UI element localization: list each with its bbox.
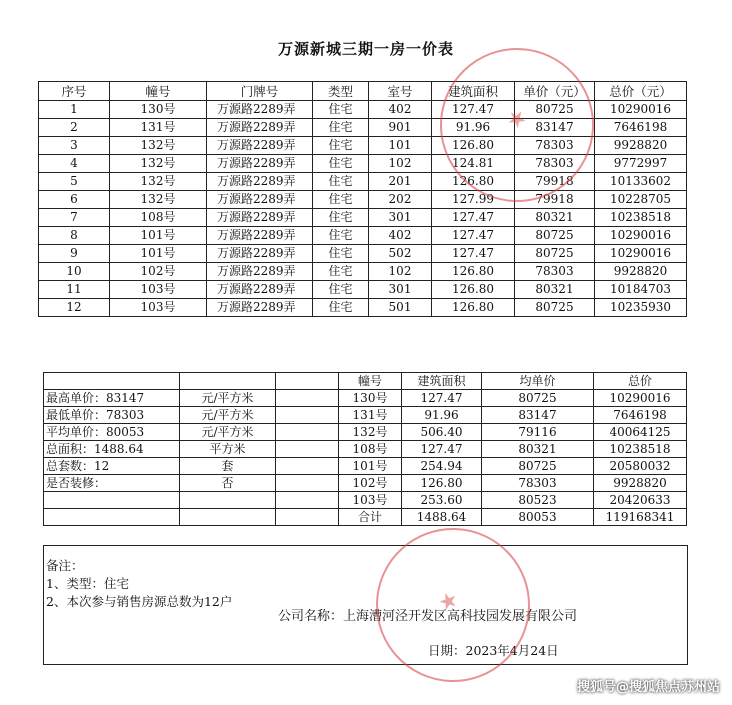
summary-cell: 130号 [339,390,402,407]
summary-label: 平均单价：80053 [44,424,180,441]
summary-unit: 套 [180,458,276,475]
table-cell: 79918 [515,173,595,191]
summary-header: 均单价 [482,373,594,390]
table-cell: 126.80 [432,137,515,155]
table-cell: 301 [369,209,432,227]
table-cell: 万源路2289弄 [207,245,313,263]
table-cell: 万源路2289弄 [207,173,313,191]
note-line-2: 2、本次参与销售房源总数为12户 [46,594,233,609]
table-cell: 502 [369,245,432,263]
table-cell: 万源路2289弄 [207,281,313,299]
table-cell: 8 [39,227,110,245]
notes-heading: 备注： [46,558,84,573]
table-cell: 201 [369,173,432,191]
summary-cell: 102号 [339,475,402,492]
table-cell: 住宅 [313,191,369,209]
table-row [39,137,687,155]
summary-spacer [276,509,339,526]
price-table [38,81,687,317]
summary-cell: 91.96 [402,407,482,424]
summary-cell: 126.80 [402,475,482,492]
table-cell: 202 [369,191,432,209]
column-header: 总价（元） [595,82,687,101]
notes-box [43,545,688,665]
summary-label [44,492,180,509]
summary-cell: 80725 [482,458,594,475]
table-cell: 126.80 [432,173,515,191]
table-cell: 124.81 [432,155,515,173]
summary-spacer [276,492,339,509]
table-cell: 9 [39,245,110,263]
table-cell: 127.47 [432,227,515,245]
page-title: 万源新城三期一房一价表 [277,40,454,58]
table-cell: 80725 [515,227,595,245]
table-cell: 301 [369,281,432,299]
summary-cell: 10290016 [594,390,687,407]
table-cell: 132号 [110,155,207,173]
table-cell: 78303 [515,155,595,173]
table-cell: 万源路2289弄 [207,155,313,173]
column-header: 类型 [313,82,369,101]
table-cell: 83147 [515,119,595,137]
summary-cell: 101号 [339,458,402,475]
table-cell: 6 [39,191,110,209]
table-cell: 102号 [110,263,207,281]
company-name: 公司名称：上海漕河泾开发区高科技园发展有限公司 [278,609,578,624]
table-cell: 80725 [515,245,595,263]
summary-cell: 119168341 [594,509,687,526]
table-cell: 101号 [110,227,207,245]
summary-spacer [276,373,339,390]
summary-cell: 83147 [482,407,594,424]
summary-cell: 9928820 [594,475,687,492]
table-cell: 91.96 [432,119,515,137]
table-cell: 126.80 [432,281,515,299]
table-cell: 7 [39,209,110,227]
table-cell: 80725 [515,299,595,317]
table-row [39,119,687,137]
table-cell: 11 [39,281,110,299]
summary-header-row [44,373,687,390]
note-line-1: 1、类型：住宅 [46,576,129,591]
table-row [39,281,687,299]
summary-spacer [276,390,339,407]
table-cell: 102 [369,155,432,173]
summary-unit: 否 [180,475,276,492]
table-cell: 79918 [515,191,595,209]
table-cell: 1 [39,101,110,119]
table-cell: 万源路2289弄 [207,299,313,317]
table-cell: 10235930 [595,299,687,317]
table-cell: 80321 [515,209,595,227]
summary-spacer [276,458,339,475]
table-cell: 12 [39,299,110,317]
date-text: 日期：2023年4月24日 [428,643,559,658]
summary-cell: 7646198 [594,407,687,424]
summary-cell: 1488.64 [402,509,482,526]
table-cell: 9928820 [595,137,687,155]
summary-label: 总套数：12 [44,458,180,475]
summary-cell: 合计 [339,509,402,526]
table-cell: 住宅 [313,173,369,191]
price-table-header [39,82,687,101]
watermark: 搜狐号@搜狐焦点苏州站 [576,680,720,695]
table-cell: 127.47 [432,245,515,263]
table-cell: 108号 [110,209,207,227]
table-cell: 住宅 [313,299,369,317]
summary-cell: 103号 [339,492,402,509]
table-cell: 9772997 [595,155,687,173]
table-cell: 7646198 [595,119,687,137]
summary-unit: 平方米 [180,441,276,458]
table-cell: 10290016 [595,245,687,263]
summary-cell: 132号 [339,424,402,441]
summary-unit: 元/平方米 [180,424,276,441]
table-cell: 10 [39,263,110,281]
seal-star-icon: ★ [501,103,532,136]
summary-cell: 80321 [482,441,594,458]
table-cell: 402 [369,227,432,245]
table-cell: 2 [39,119,110,137]
table-cell: 78303 [515,263,595,281]
summary-spacer [276,475,339,492]
table-cell: 万源路2289弄 [207,101,313,119]
table-cell: 9928820 [595,263,687,281]
column-header: 建筑面积 [432,82,515,101]
table-cell: 80321 [515,281,595,299]
summary-unit [180,373,276,390]
column-header: 幢号 [110,82,207,101]
summary-cell: 10238518 [594,441,687,458]
table-cell: 101号 [110,245,207,263]
summary-header: 建筑面积 [402,373,482,390]
table-row [39,155,687,173]
summary-label: 最低单价：78303 [44,407,180,424]
table-cell: 10238518 [595,209,687,227]
summary-cell: 20420633 [594,492,687,509]
table-row [39,191,687,209]
table-cell: 3 [39,137,110,155]
table-row [39,245,687,263]
table-cell: 126.80 [432,263,515,281]
table-cell: 住宅 [313,281,369,299]
table-row [39,227,687,245]
table-cell: 501 [369,299,432,317]
table-cell: 10228705 [595,191,687,209]
summary-row [44,424,687,441]
table-cell: 万源路2289弄 [207,209,313,227]
summary-cell: 80523 [482,492,594,509]
summary-header: 幢号 [339,373,402,390]
table-cell: 132号 [110,137,207,155]
table-row [39,299,687,317]
table-cell: 5 [39,173,110,191]
summary-header: 总价 [594,373,687,390]
summary-table [43,372,687,526]
summary-cell: 127.47 [402,390,482,407]
table-cell: 103号 [110,281,207,299]
summary-label [44,509,180,526]
table-row [39,101,687,119]
summary-spacer [276,424,339,441]
table-cell: 101 [369,137,432,155]
summary-label: 最高单价：83147 [44,390,180,407]
summary-cell: 79116 [482,424,594,441]
table-cell: 402 [369,101,432,119]
table-cell: 万源路2289弄 [207,227,313,245]
table-cell: 103号 [110,299,207,317]
table-cell: 住宅 [313,263,369,281]
table-cell: 住宅 [313,227,369,245]
seal-star-icon: ★ [434,586,463,617]
summary-cell: 80725 [482,390,594,407]
table-cell: 126.80 [432,299,515,317]
table-cell: 4 [39,155,110,173]
table-cell: 万源路2289弄 [207,119,313,137]
summary-row [44,390,687,407]
table-cell: 901 [369,119,432,137]
summary-row [44,407,687,424]
summary-label [44,373,180,390]
table-cell: 住宅 [313,101,369,119]
summary-row [44,475,687,492]
table-cell: 80725 [515,101,595,119]
summary-spacer [276,441,339,458]
summary-cell: 254.94 [402,458,482,475]
summary-unit: 元/平方米 [180,390,276,407]
table-cell: 住宅 [313,119,369,137]
summary-cell: 78303 [482,475,594,492]
summary-cell: 80053 [482,509,594,526]
summary-unit: 元/平方米 [180,407,276,424]
table-cell: 万源路2289弄 [207,137,313,155]
table-cell: 住宅 [313,245,369,263]
column-header: 序号 [39,82,110,101]
summary-row [44,492,687,509]
table-cell: 127.47 [432,101,515,119]
table-cell: 127.99 [432,191,515,209]
table-cell: 住宅 [313,209,369,227]
table-cell: 78303 [515,137,595,155]
table-row [39,263,687,281]
summary-cell: 20580032 [594,458,687,475]
table-cell: 住宅 [313,155,369,173]
summary-row [44,458,687,475]
summary-cell: 127.47 [402,441,482,458]
table-cell: 住宅 [313,137,369,155]
table-cell: 万源路2289弄 [207,191,313,209]
table-cell: 万源路2289弄 [207,263,313,281]
table-cell: 10290016 [595,227,687,245]
summary-label: 总面积：1488.64 [44,441,180,458]
column-header: 室号 [369,82,432,101]
table-cell: 102 [369,263,432,281]
table-row [39,173,687,191]
summary-unit [180,492,276,509]
summary-cell: 40064125 [594,424,687,441]
column-header: 单价（元） [515,82,595,101]
summary-row [44,441,687,458]
summary-cell: 253.60 [402,492,482,509]
table-cell: 132号 [110,173,207,191]
table-cell: 132号 [110,191,207,209]
table-cell: 131号 [110,119,207,137]
column-header: 门牌号 [207,82,313,101]
table-cell: 127.47 [432,209,515,227]
summary-label: 是否装修： [44,475,180,492]
summary-spacer [276,407,339,424]
summary-cell: 108号 [339,441,402,458]
table-row [39,209,687,227]
summary-cell: 131号 [339,407,402,424]
table-cell: 10290016 [595,101,687,119]
summary-unit [180,509,276,526]
table-cell: 10133602 [595,173,687,191]
summary-cell: 506.40 [402,424,482,441]
summary-row [44,509,687,526]
table-cell: 10184703 [595,281,687,299]
table-cell: 130号 [110,101,207,119]
